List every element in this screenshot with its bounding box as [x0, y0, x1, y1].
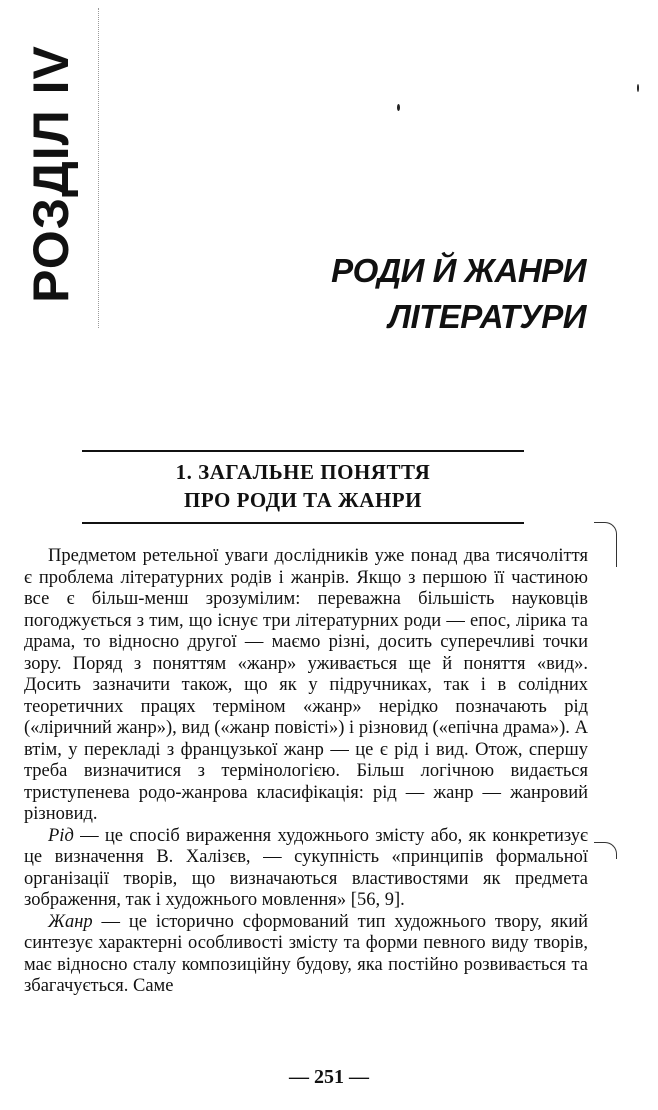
section-title-line: ПРО РОДИ ТА ЖАНРИ — [184, 488, 422, 512]
section-title-line: 1. ЗАГАЛЬНЕ ПОНЯТТЯ — [175, 460, 431, 484]
term-zhanr: Жанр — [48, 911, 93, 932]
body-text — [24, 546, 588, 998]
section-rule-top — [82, 450, 524, 452]
margin-pencil-mark — [594, 842, 617, 859]
print-speck — [397, 104, 400, 111]
paragraph: Жанр — це історично сформований тип художнього твору, який синтезує характерні особливості змісту та форми певного виду творів, має відносно сталу композиційну будову, яка постійно розвивається та збагачується. Саме — [24, 911, 588, 996]
paragraph: Предметом ретельної уваги дослідників уже понад два тисячоліття є проблема літературних родів і жанрів. Якщо з першою її частиною все є більш-менш зрозумілим: переважна більшість науковців погоджується з тим, що існує три літературних роди — епос, лірика та драма, то відносно другої — маємо різні, досить суперечливі точки зору. Поряд з поняттям «жанр» уживається ще й поняття «вид». Досить зазначити також, що як у підручниках, так і в солідних теоретичних працях терміном «жанр» нерідко позначають рід («ліричний жанр»), вид («жанр повісті») і різновид («епічна драма»). А втім, у перекладі з французької жанр — це є рід і вид. Отож, спершу треба визначитися з термінологією. Більш логічною видається триступенева родо-жанрова класифікація: рід — жанр — жанровий різновид. — [24, 546, 588, 824]
paragraph: Рід — це спосіб вираження художнього змісту або, як конкретизує це визначення В. Халізєв, — сукупність «принципів формальної організації творів, що визначаються властивостями як предмета зображення, так і художнього мовлення» [56, 9]. — [24, 825, 588, 910]
chapter-title-line: РОДИ Й ЖАНРИ — [331, 252, 586, 289]
margin-pencil-mark — [594, 522, 617, 567]
chapter-title-line: ЛІТЕРАТУРИ — [388, 298, 586, 335]
term-rid: Рід — [48, 825, 74, 846]
print-speck — [637, 84, 639, 92]
chapter-title — [331, 248, 586, 340]
page-number: — 251 — — [289, 1066, 369, 1088]
section-title — [82, 458, 524, 514]
chapter-side-label: РОЗДІЛ IV — [23, 45, 80, 303]
side-divider — [98, 8, 99, 328]
section-rule-bottom — [82, 522, 524, 524]
